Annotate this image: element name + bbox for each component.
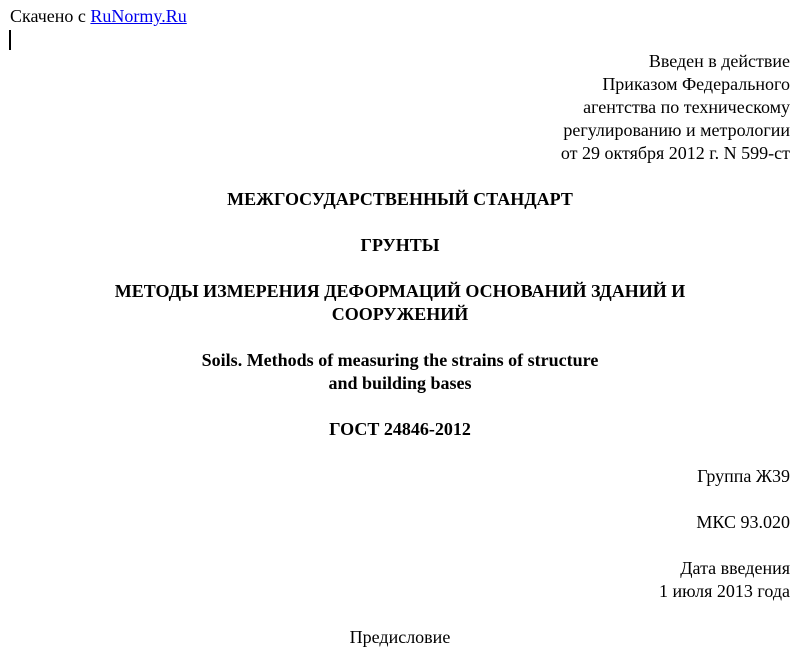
source-note: [10, 5, 187, 28]
enactment-line-3: агентства по техническому: [583, 97, 790, 117]
english-title: [0, 349, 796, 395]
standard-type-heading: МЕЖГОСУДАРСТВЕННЫЙ СТАНДАРТ: [227, 189, 573, 209]
english-title-line-1: Soils. Methods of measuring the strains of structure: [201, 350, 599, 370]
mks-code: МКС 93.020: [696, 512, 790, 532]
gost-number: ГОСТ 24846-2012: [329, 419, 471, 439]
subject-heading: ГРУНТЫ: [360, 235, 440, 255]
effective-date-label: Дата введения: [680, 558, 790, 578]
source-note-prefix: Скачено с: [10, 6, 91, 26]
source-link[interactable]: RuNormy.Ru: [90, 6, 187, 26]
preface-heading: Предисловие: [349, 627, 451, 647]
enactment-note: [561, 50, 790, 165]
english-title-line-2: and building bases: [328, 373, 472, 393]
document-title: [0, 280, 796, 326]
document-title-line-1: МЕТОДЫ ИЗМЕРЕНИЯ ДЕФОРМАЦИЙ ОСНОВАНИЙ ЗДАНИЙ И: [114, 281, 686, 301]
enactment-line-4: регулированию и метрологии: [563, 120, 790, 140]
document-title-line-2: СООРУЖЕНИЙ: [331, 304, 469, 324]
effective-date: [659, 557, 790, 603]
group-code: Группа Ж39: [697, 466, 790, 486]
enactment-line-5: от 29 октября 2012 г. N 599-ст: [560, 143, 790, 163]
enactment-line-1: Введен в действие: [648, 51, 790, 71]
enactment-line-2: Приказом Федерального: [602, 74, 790, 94]
text-cursor: [9, 30, 11, 50]
effective-date-value: 1 июля 2013 года: [659, 581, 790, 601]
